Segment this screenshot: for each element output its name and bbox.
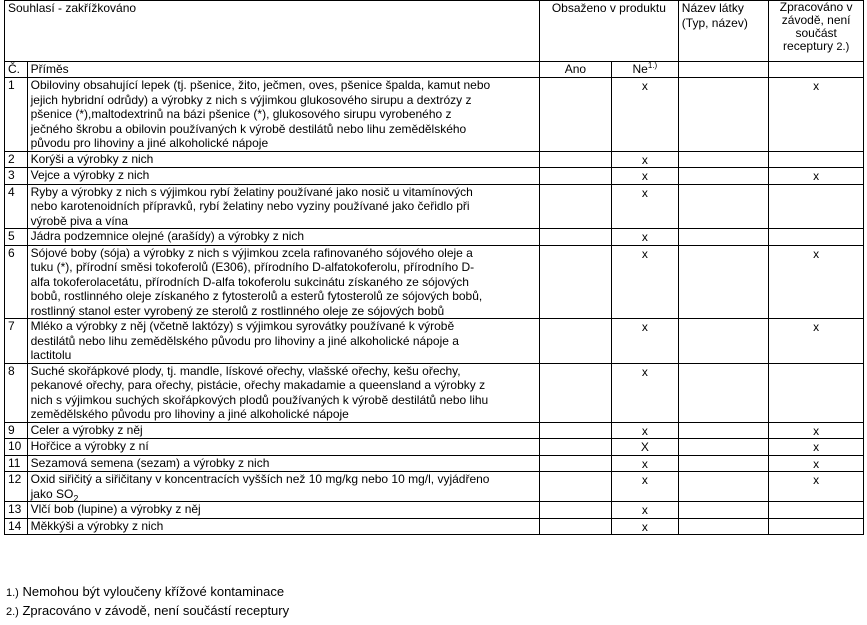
ano-mark <box>539 518 611 535</box>
description-line: nich s výjimkou suchých skořápkových plodů používaných k výrobě destilátů nebo lihu <box>30 392 489 407</box>
header-zpracovano <box>769 1 864 62</box>
row-description <box>27 439 539 456</box>
ne-mark: x <box>611 229 678 246</box>
row-description <box>27 518 539 535</box>
ano-mark <box>539 184 611 229</box>
subscript: 2 <box>73 492 79 502</box>
table-row <box>5 502 864 519</box>
table-row <box>5 245 864 319</box>
header-col-num: Č. <box>5 62 28 78</box>
zpracovano-mark: x <box>769 439 864 456</box>
table-row <box>5 229 864 246</box>
description-line: původu pro lihoviny a jiné alkoholické nápoje <box>30 136 269 150</box>
zpracovano-mark <box>769 518 864 535</box>
ne-mark: x <box>611 472 678 502</box>
ano-mark <box>539 439 611 456</box>
row-description <box>27 502 539 519</box>
row-description <box>27 151 539 168</box>
description-line: Sójové boby (sója) a výrobky z nich s výjimkou zcela rafinovaného sójového oleje a <box>30 245 473 260</box>
description-line: Celer a výrobky z něj <box>30 422 143 437</box>
ano-mark <box>539 319 611 364</box>
nazev-cell <box>678 502 769 519</box>
zpracovano-mark: x <box>769 168 864 185</box>
header-col-ne-label: Ne <box>632 62 648 76</box>
table-row <box>5 184 864 229</box>
header-nazev: Název látky (Typ, název) <box>678 1 769 62</box>
zpracovano-mark <box>769 363 864 422</box>
ano-mark <box>539 472 611 502</box>
header-row-sub <box>5 62 864 78</box>
header-zpracovano-sup: 2.) <box>836 41 850 53</box>
nazev-cell <box>678 363 769 422</box>
footnotes <box>6 583 289 621</box>
nazev-cell <box>678 518 769 535</box>
table-row <box>5 472 864 502</box>
ano-mark <box>539 245 611 319</box>
row-number: 8 <box>5 363 28 422</box>
footnote-2-num: 2.) <box>6 606 19 618</box>
row-description <box>27 78 539 152</box>
footnote-1 <box>6 583 289 602</box>
row-number: 12 <box>5 472 28 502</box>
table-row <box>5 455 864 472</box>
zpracovano-mark <box>769 151 864 168</box>
ne-mark: x <box>611 245 678 319</box>
description-line: Korýši a výrobky z nich <box>30 151 154 166</box>
table-row <box>5 151 864 168</box>
nazev-cell <box>678 78 769 152</box>
header-col-ne <box>611 62 678 78</box>
table-row <box>5 518 864 535</box>
header-col-primes: Příměs <box>27 62 539 78</box>
nazev-cell <box>678 422 769 439</box>
ne-mark: x <box>611 422 678 439</box>
header-obsazeno: Obsaženo v produktu <box>539 1 678 62</box>
zpracovano-mark: x <box>769 455 864 472</box>
nazev-cell <box>678 229 769 246</box>
description-line: zemědělského původu pro lihoviny a jiné alkoholické nápoje <box>30 407 349 421</box>
zpracovano-mark: x <box>769 422 864 439</box>
row-description <box>27 455 539 472</box>
row-description <box>27 319 539 364</box>
description-line: Hořčice a výrobky z ní <box>30 439 149 453</box>
row-description <box>27 363 539 422</box>
header-zpracovano-text: Zpracováno v závodě, není součást receptury <box>779 0 853 53</box>
description-line: Vejce a výrobky z nich <box>30 168 150 182</box>
header-col-ano: Ano <box>539 62 611 78</box>
ne-mark: x <box>611 184 678 229</box>
ne-mark: X <box>611 439 678 456</box>
ne-mark: x <box>611 455 678 472</box>
row-number: 1 <box>5 78 28 152</box>
row-description <box>27 472 539 502</box>
row-number: 11 <box>5 455 28 472</box>
row-number: 5 <box>5 229 28 246</box>
row-number: 4 <box>5 184 28 229</box>
zpracovano-mark <box>769 184 864 229</box>
row-number: 9 <box>5 422 28 439</box>
ne-mark: x <box>611 502 678 519</box>
table-row <box>5 439 864 456</box>
header-title: Souhlasí - zakřížkováno <box>5 1 540 62</box>
ano-mark <box>539 422 611 439</box>
description-line: rostlinný stanol ester vyrobený ze sterolů z rostlinného oleje ze sójových bobů <box>30 303 445 318</box>
table-row <box>5 319 864 364</box>
description-line: tuku (*), přírodní směsi tokoferolů (E306), přírodního D-alfatokoferolu, přírodního D- <box>30 260 475 274</box>
description-text: jako SO <box>30 486 74 501</box>
ano-mark <box>539 151 611 168</box>
description-line: pekanové ořechy, para ořechy, pistácie, ořechy makadamie a queensland a výrobky z <box>30 378 486 392</box>
description-line: Mléko a výrobky z něj (včetně laktózy) s výjimkou syrovátky používané k výrobě <box>30 319 455 333</box>
footnote-2-text: Zpracováno v závodě, není součástí receptury <box>22 603 290 618</box>
ano-mark <box>539 168 611 185</box>
description-line: výrobě piva a vína <box>30 213 129 228</box>
zpracovano-mark <box>769 229 864 246</box>
ano-mark <box>539 78 611 152</box>
description-line: destilátů nebo lihu zemědělského původu pro lihoviny a jiné alkoholické nápoje a <box>30 333 459 348</box>
row-number: 10 <box>5 439 28 456</box>
nazev-cell <box>678 455 769 472</box>
row-number: 6 <box>5 245 28 319</box>
zpracovano-mark <box>769 502 864 519</box>
description-line: Suché skořápkové plody, tj. mandle, lískové ořechy, vlašské ořechy, kešu ořechy, <box>30 363 461 378</box>
description-line: ječného škrobu a obilovin používaných k výrobě destilátů nebo lihu zemědělského <box>30 121 467 136</box>
description-line: Oxid siřičitý a siřičitany v koncentracích vyšších než 10 mg/kg nebo 10 mg/l, vyjádřeno <box>30 472 490 486</box>
description-line: nebo karotenoidních přípravků, rybí želatiny nebo vyziny používané jako čeřidlo při <box>30 199 470 213</box>
description-line <box>31 487 536 502</box>
description-line: Ryby a výrobky z nich s výjimkou rybí želatiny používané jako nosič u vitamínových <box>30 184 473 199</box>
description-line: jejich hybridní odrůdy) a výrobky z nich s výjimkou glukosového sirupu a dextrózy z <box>30 92 472 107</box>
ano-mark <box>539 455 611 472</box>
ano-mark <box>539 229 611 246</box>
description-line: Měkkýši a výrobky z nich <box>30 518 164 533</box>
row-description <box>27 229 539 246</box>
header-col-zpracovano-empty <box>769 62 864 78</box>
row-description <box>27 168 539 185</box>
footnote-1-text: Nemohou být vyloučeny křížové kontaminace <box>22 584 285 599</box>
description-line: bobů, rostlinného oleje získaného z fytosterolů a esterů fytosterolů ze sójových bobů, <box>30 289 483 303</box>
ne-mark: x <box>611 78 678 152</box>
table-row <box>5 78 864 152</box>
description-line: Jádra podzemnice olejné (arašídy) a výrobky z nich <box>30 229 305 243</box>
header-col-ne-sup: 1.) <box>647 61 658 70</box>
zpracovano-mark: x <box>769 319 864 364</box>
footnote-1-num: 1.) <box>6 587 19 599</box>
allergen-table <box>4 0 864 535</box>
ne-mark: x <box>611 518 678 535</box>
table-row <box>5 422 864 439</box>
ne-mark: x <box>611 319 678 364</box>
table-row <box>5 168 864 185</box>
header-col-nazev-empty <box>678 62 769 78</box>
nazev-cell <box>678 168 769 185</box>
description-line: Vlčí bob (lupine) a výrobky z něj <box>30 502 201 516</box>
description-line: lactitolu <box>30 348 72 362</box>
nazev-cell <box>678 245 769 319</box>
row-number: 13 <box>5 502 28 519</box>
nazev-cell <box>678 151 769 168</box>
ano-mark <box>539 502 611 519</box>
nazev-cell <box>678 472 769 502</box>
row-number: 14 <box>5 518 28 535</box>
ne-mark: x <box>611 168 678 185</box>
nazev-cell <box>678 319 769 364</box>
row-number: 2 <box>5 151 28 168</box>
row-description <box>27 245 539 319</box>
ano-mark <box>539 363 611 422</box>
row-description <box>27 422 539 439</box>
ne-mark: x <box>611 151 678 168</box>
row-description <box>27 184 539 229</box>
table-row <box>5 363 864 422</box>
description-line: Obiloviny obsahující lepek (tj. pšenice, žito, ječmen, oves, pšenice špalda, kamut nebo <box>30 78 491 92</box>
description-line: alfa tokoferolacetátu, přírodních D-alfa tokoferolu sukcinátu získaného ze sójových <box>30 274 469 289</box>
ne-mark: x <box>611 363 678 422</box>
description-line: Sezamová semena (sezam) a výrobky z nich <box>30 455 270 470</box>
row-number: 7 <box>5 319 28 364</box>
description-line: pšenice (*),maltodextrinů na bázi pšenice (*), glukosového sirupu vyrobeného z <box>30 107 452 121</box>
zpracovano-mark: x <box>769 245 864 319</box>
row-number: 3 <box>5 168 28 185</box>
nazev-cell <box>678 439 769 456</box>
zpracovano-mark: x <box>769 78 864 152</box>
footnote-2 <box>6 602 289 621</box>
zpracovano-mark: x <box>769 472 864 502</box>
nazev-cell <box>678 184 769 229</box>
header-row-top <box>5 1 864 62</box>
